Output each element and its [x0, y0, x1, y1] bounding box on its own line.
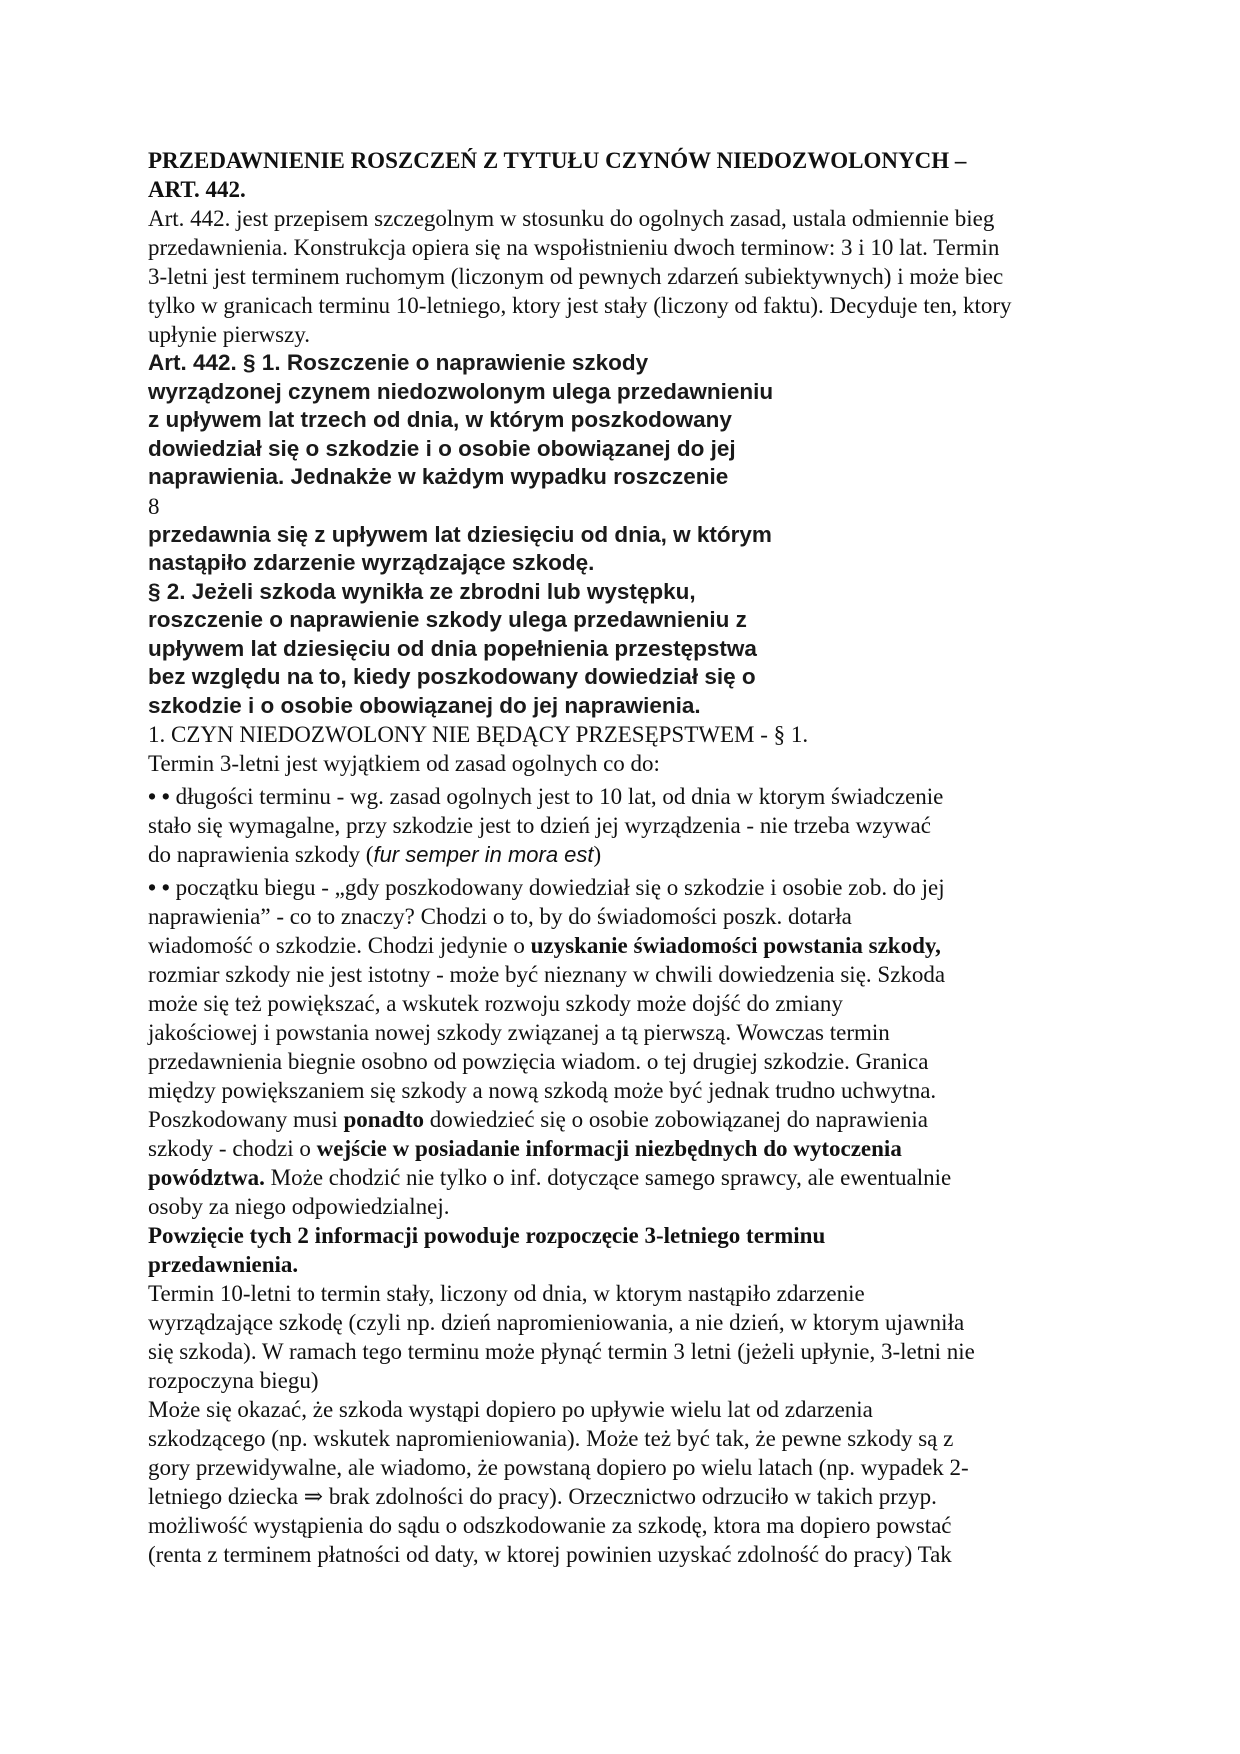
- article-line: Art. 442. § 1. Roszczenie o naprawienie szkody: [148, 350, 649, 375]
- bold-emphasis: powództwa.: [148, 1165, 265, 1190]
- article-line: z upływem lat trzech od dnia, w którym poszkodowany: [148, 407, 732, 432]
- paragraph-line: gory przewidywalne, ale wiadomo, że powstaną dopiero po wielu latach (np. wypadek 2-: [148, 1455, 969, 1480]
- intro-line: przedawnienia. Konstrukcja opiera się na wspołistnieniu dwoch terminow: 3 i 10 lat. Termin: [148, 235, 1000, 260]
- paragraph-line: (renta z terminem płatności od daty, w ktorej powinien uzyskać zdolność do pracy) Tak: [148, 1542, 952, 1567]
- bullet-item: [148, 873, 1108, 1221]
- bullet-text: wiadomość o szkodzie. Chodzi jedynie o: [148, 933, 531, 958]
- ten-year-paragraph: [148, 1279, 1108, 1395]
- paragraph-line: Może się okazać, że szkoda wystąpi dopiero po upływie wielu lat od zdarzenia: [148, 1397, 873, 1422]
- bullet-marker: • •: [148, 875, 170, 900]
- intro-line: tylko w granicach terminu 10-letniego, ktory jest stały (liczony od faktu). Decyduje ten, ktory: [148, 293, 1012, 318]
- bullet-text: do naprawienia szkody (: [148, 842, 374, 867]
- page-number: 8: [148, 493, 160, 519]
- paragraph-line: szkodzącego (np. wskutek napromieniowania). Może też być tak, że pewne szkody są z: [148, 1426, 954, 1451]
- article-line: § 2. Jeżeli szkoda wynikła ze zbrodni lub występku,: [148, 578, 696, 604]
- intro-line: upłynie pierwszy.: [148, 322, 311, 347]
- article-quote: [148, 349, 1108, 720]
- article-line: upływem lat dziesięciu od dnia popełnienia przestępstwa: [148, 635, 757, 661]
- title-line-1: PRZEDAWNIENIE ROSZCZEŃ Z TYTUŁU CZYNÓW NIEDOZWOLONYCH –: [148, 148, 967, 173]
- bullet-text: stało się wymagalne, przy szkodzie jest to dzień jej wyrządzenia - nie trzeba wzywać: [148, 813, 931, 838]
- bullet-marker: • •: [148, 784, 170, 809]
- title-line-2: ART. 442.: [148, 177, 246, 202]
- bullet-text: może się też powiększać, a wskutek rozwoju szkody może dojść do zmiany: [148, 991, 843, 1016]
- bold-emphasis: ponadto: [343, 1107, 425, 1132]
- paragraph-line: się szkoda). W ramach tego terminu może płynąć termin 3 letni (jeżeli upłynie, 3-letni nie: [148, 1339, 975, 1364]
- bold-emphasis: wejście w posiadanie informacji niezbędnych do wytoczenia: [316, 1136, 902, 1161]
- paragraph-line: możliwość wystąpienia do sądu o odszkodowanie za szkodę, ktora ma dopiero powstać: [148, 1513, 952, 1538]
- bold-paragraph-line: przedawnienia.: [148, 1252, 299, 1277]
- bullet-text: między powiększaniem się szkody a nową szkodą może być jednak trudno uchwytna.: [148, 1078, 937, 1103]
- paragraph-line: rozpoczyna biegu): [148, 1368, 319, 1393]
- article-line: szkodzie i o osobie obowiązanej do jej naprawienia.: [148, 692, 701, 718]
- paragraph-line: wyrządzające szkodę (czyli np. dzień napromieniowania, a nie dzień, w ktorym ujawniła: [148, 1310, 965, 1335]
- bullet-item: [148, 782, 1108, 869]
- bullet-text: osoby za niego odpowiedzialnej.: [148, 1194, 450, 1219]
- intro-line: Art. 442. jest przepisem szczegolnym w stosunku do ogolnych zasad, ustala odmiennie bieg: [148, 206, 995, 231]
- section-lead: Termin 3-letni jest wyjątkiem od zasad ogolnych co do:: [148, 751, 660, 776]
- bullet-text: szkody - chodzi o: [148, 1136, 317, 1161]
- bullet-text: początku biegu - „gdy poszkodowany dowiedział się o szkodzie i osobie zob. do jej: [175, 875, 945, 900]
- bold-emphasis: uzyskanie świadomości powstania szkody,: [530, 933, 941, 958]
- article-line: naprawienia. Jednakże w każdym wypadku roszczenie: [148, 464, 729, 489]
- bullet-text: Poszkodowany musi: [148, 1107, 344, 1132]
- bullet-text: długości terminu - wg. zasad ogolnych jest to 10 lat, od dnia w ktorym świadczenie: [175, 784, 944, 809]
- bullet-text: ): [593, 842, 602, 867]
- intro-line: 3-letni jest terminem ruchomym (liczonym od pewnych zdarzeń subiektywnych) i może biec: [148, 264, 1004, 289]
- bullet-text: jakościowej i powstania nowej szkody związanej a tą pierwszą. Wowczas termin: [148, 1020, 890, 1045]
- article-line: dowiedział się o szkodzie i o osobie obowiązanej do jej: [148, 435, 736, 461]
- final-paragraph: [148, 1395, 1108, 1569]
- document-body: [148, 146, 1108, 1569]
- intro-paragraph: [148, 204, 1108, 349]
- paragraph-line: Termin 10-letni to termin stały, liczony od dnia, w ktorym nastąpiło zdarzenie: [148, 1281, 865, 1306]
- article-line: wyrządzonej czynem niedozwolonym ulega przedawnieniu: [148, 378, 774, 404]
- bullet-text: rozmiar szkody nie jest istotny - może być nieznany w chwili dowiedzenia się. Szkoda: [148, 962, 946, 987]
- bullet-text: Może chodzić nie tylko o inf. dotyczące samego sprawcy, ale ewentualnie: [264, 1165, 952, 1190]
- bullet-text: dowiedzieć się o osobie zobowiązanej do naprawienia: [424, 1107, 928, 1132]
- latin-phrase: fur semper in mora est: [373, 842, 594, 867]
- article-line: nastąpiło zdarzenie wyrządzające szkodę.: [148, 550, 595, 575]
- bullet-text: naprawienia” - co to znaczy? Chodzi o to, by do świadomości poszk. dotarła: [148, 904, 852, 929]
- article-line: przedawnia się z upływem lat dziesięciu od dnia, w którym: [148, 521, 772, 547]
- article-line: bez względu na to, kiedy poszkodowany dowiedział się o: [148, 664, 756, 689]
- bold-paragraph-line: Powzięcie tych 2 informacji powoduje rozpoczęcie 3-letniego terminu: [148, 1223, 826, 1248]
- article-line: roszczenie o naprawienie szkody ulega przedawnieniu z: [148, 607, 747, 632]
- section-heading: 1. CZYN NIEDOZWOLONY NIE BĘDĄCY PRZESĘPSTWEM - § 1.: [148, 722, 809, 747]
- bullet-text: przedawnienia biegnie osobno od powzięcia wiadom. o tej drugiej szkodzie. Granica: [148, 1049, 929, 1074]
- paragraph-line: letniego dziecka ⇒ brak zdolności do pracy). Orzecznictwo odrzuciło w takich przyp.: [148, 1484, 937, 1509]
